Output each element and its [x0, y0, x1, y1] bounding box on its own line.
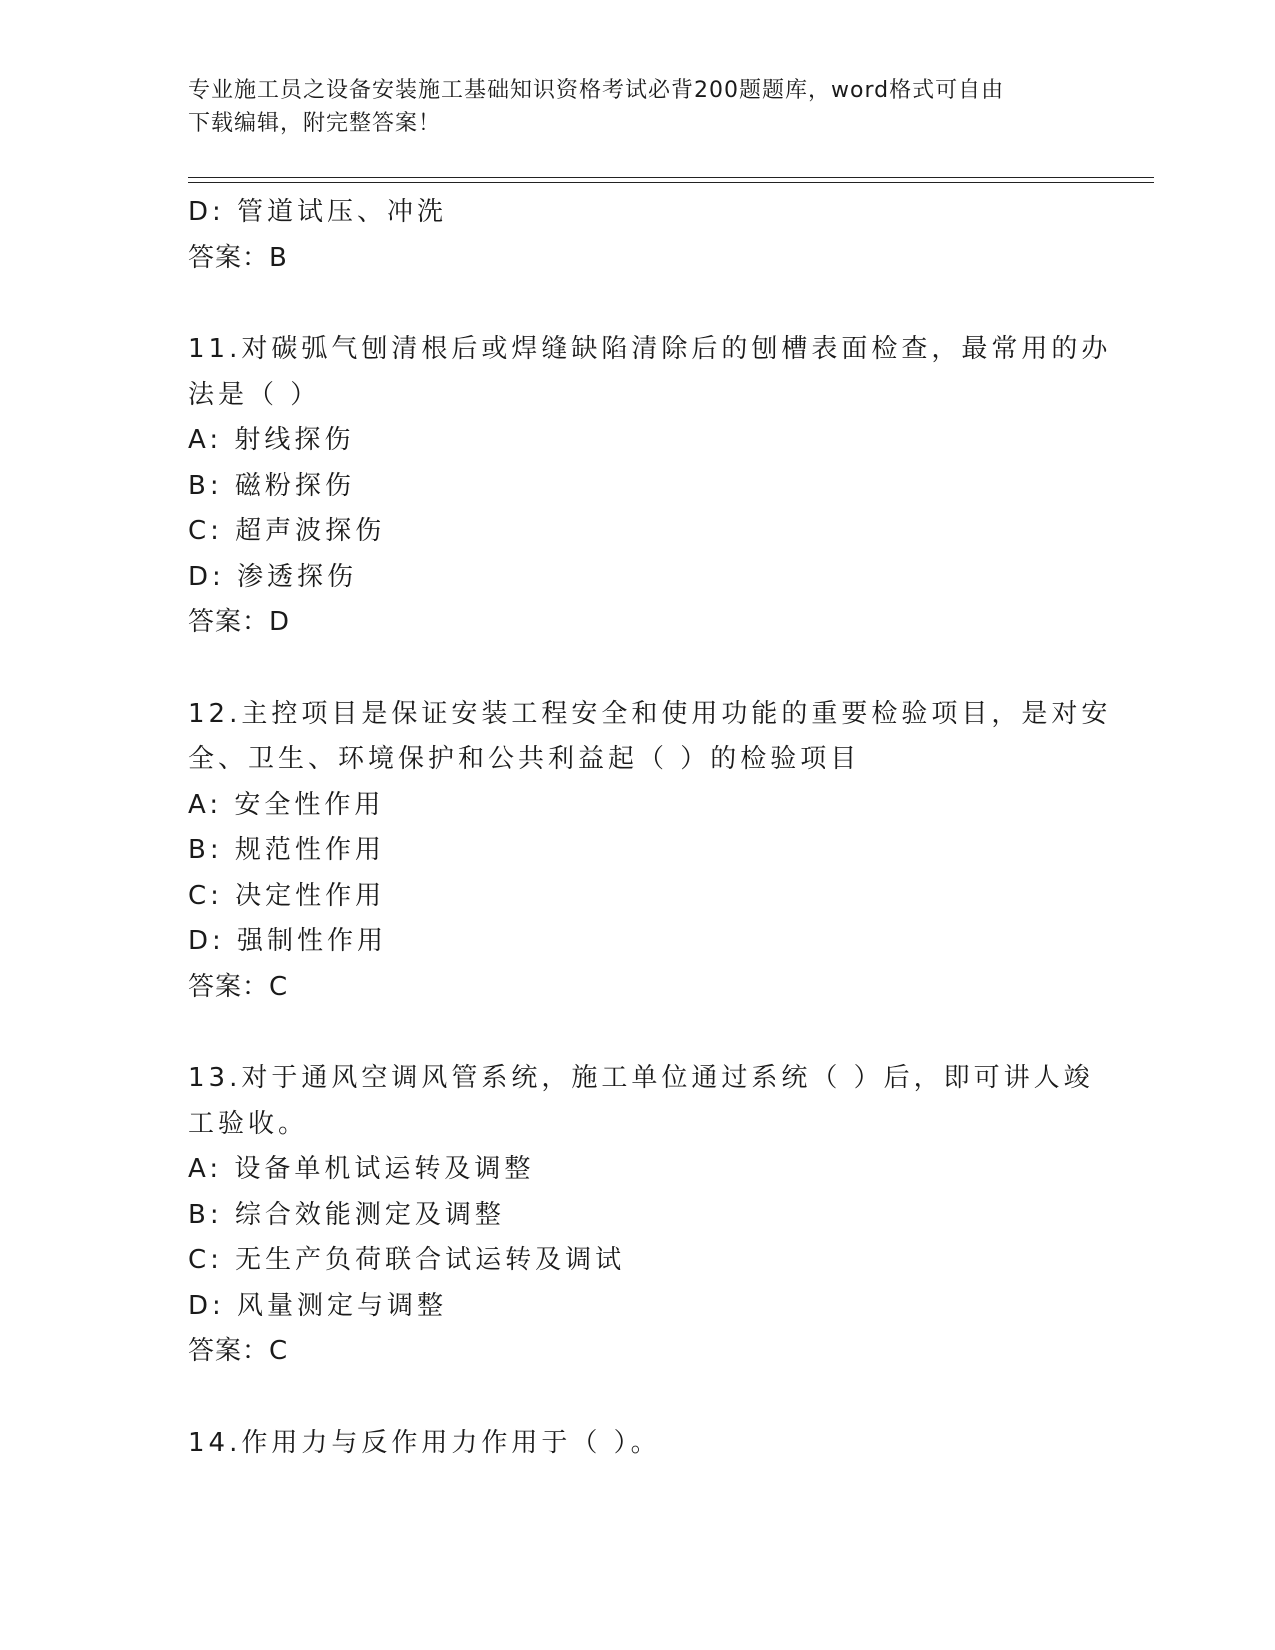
page-header — [188, 74, 1068, 140]
document-body — [188, 190, 1112, 1466]
option-a: A: 安全性作用 — [188, 789, 385, 820]
option-c: C: 超声波探伤 — [188, 516, 386, 546]
option-c: C: 无生产负荷联合试运转及调试 — [188, 1245, 626, 1275]
option-a: A: 设备单机试运转及调整 — [188, 1154, 535, 1184]
option-d: D: 管道试压、冲洗 — [188, 197, 448, 227]
question-12 — [188, 692, 1112, 1011]
question-text-line-1: 11.对碳弧气刨清根后或焊缝缺陷清除后的刨槽表面检查，最常用的办 — [188, 334, 1112, 364]
spacer — [188, 1375, 1088, 1421]
spacer — [188, 281, 1088, 327]
question-text-line-2: 工验收。 — [188, 1108, 309, 1139]
header-line-1: 专业施工员之设备安装施工基础知识资格考试必背200题题库，word格式可自由 — [188, 78, 1005, 103]
option-d: D: 强制性作用 — [188, 926, 388, 956]
option-a: A: 射线探伤 — [188, 425, 355, 455]
option-b: B: 磁粉探伤 — [188, 470, 355, 501]
question-14 — [188, 1421, 1088, 1467]
option-b: B: 规范性作用 — [188, 835, 385, 865]
question-13 — [188, 1056, 1094, 1375]
question-text-line-2: 法是（ ） — [188, 379, 321, 410]
question-text-line-1: 12.主控项目是保证安装工程安全和使用功能的重要检验项目，是对安 — [188, 698, 1112, 729]
header-line-2: 下载编辑，附完整答案！ — [188, 111, 442, 136]
header-divider-bottom — [188, 182, 1154, 183]
question-11 — [188, 327, 1112, 646]
question-text-line-2: 全、卫生、环境保护和公共利益起（ ）的检验项目 — [188, 744, 861, 774]
option-d: D: 风量测定与调整 — [188, 1290, 448, 1321]
option-b: B: 综合效能测定及调整 — [188, 1199, 505, 1230]
answer-line: 答案：C — [188, 1336, 289, 1366]
option-c: C: 决定性作用 — [188, 880, 386, 911]
question-text-line-1: 14.作用力与反作用力作用于（ ）。 — [188, 1427, 661, 1458]
option-d: D: 渗透探伤 — [188, 561, 358, 592]
answer-line: 答案：C — [188, 971, 289, 1002]
spacer — [188, 646, 1088, 692]
answer-line: 答案：B — [188, 242, 288, 273]
question-10-tail — [188, 190, 1088, 281]
question-text-line-1: 13.对于通风空调风管系统，施工单位通过系统（ ）后，即可讲人竣 — [188, 1063, 1094, 1093]
header-divider-top — [188, 177, 1154, 178]
answer-line: 答案：D — [188, 607, 291, 637]
spacer — [188, 1010, 1088, 1056]
